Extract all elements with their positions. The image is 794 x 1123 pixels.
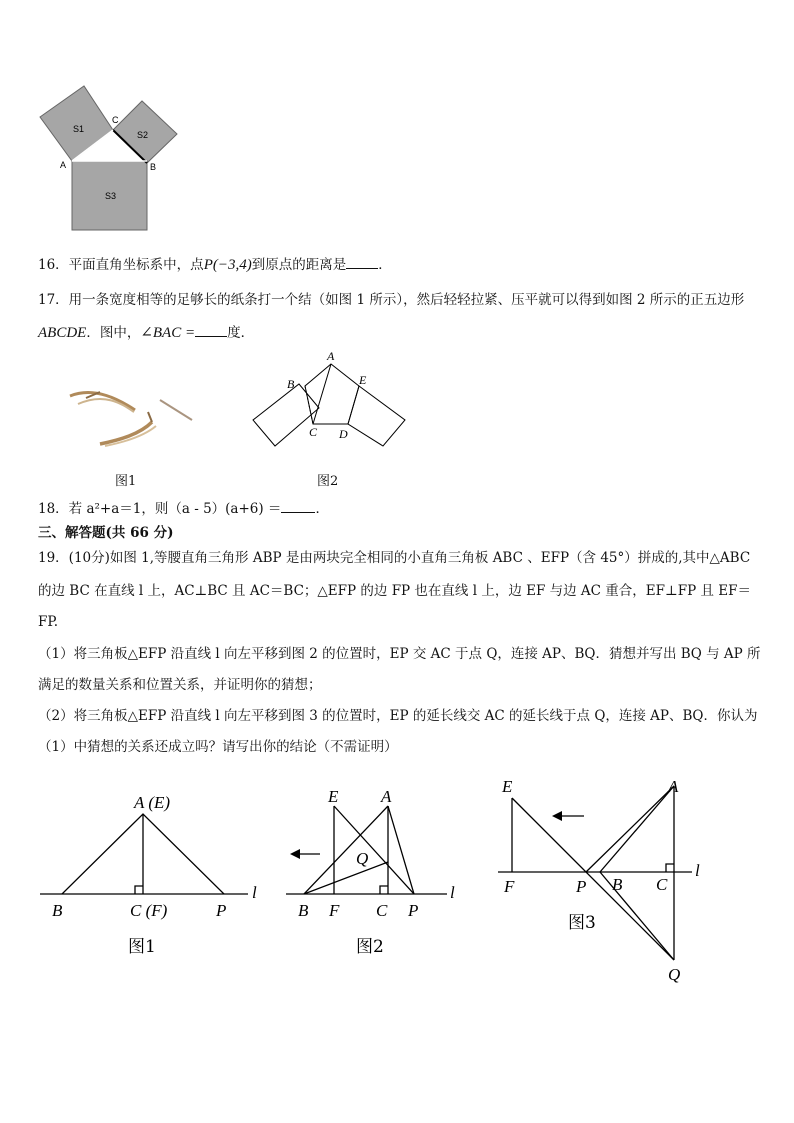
f3-caption: 图3 — [568, 913, 596, 933]
f3-label-q: Q — [668, 965, 681, 984]
f3-label-a: A — [668, 777, 679, 796]
q16-end: ． — [378, 257, 392, 273]
segment-ba — [600, 786, 674, 872]
f2-caption: 图2 — [356, 937, 384, 957]
q17-angle: ∠BAC = — [140, 325, 196, 341]
label-c: C — [112, 115, 119, 125]
fig2-label-e: E — [359, 373, 367, 387]
q18-end: ． — [315, 501, 329, 517]
fig2-label-a: A — [327, 349, 335, 363]
q17-mid: ．图中， — [86, 325, 141, 341]
q19-part1-line-2: 满足的数量关系和位置关系，并证明你的猜想； — [38, 677, 322, 693]
q17-figure-2 — [245, 346, 415, 458]
q19-line-1: 19．(10分)如图 1,等腰直角三角形 ABP 是由两块完全相同的小直角三角板 ABC 、EFP（含 45°）拼成的,其中△ABC — [38, 550, 751, 566]
label-s2: S2 — [137, 130, 149, 140]
f1-caption: 图1 — [128, 937, 156, 957]
fig2-label-b: B — [287, 377, 295, 391]
f2-label-q: Q — [356, 849, 369, 868]
q17-end: 度． — [227, 325, 255, 341]
fig2-label-d: D — [339, 427, 348, 441]
q17-figure-1 — [60, 382, 210, 454]
q17-line-2 — [38, 322, 254, 343]
f2-label-c: C — [376, 901, 388, 920]
right-angle-mark — [380, 886, 388, 894]
q19-figure-1 — [38, 784, 278, 962]
paper-strip-tip — [148, 412, 152, 422]
segment-eq — [512, 798, 674, 960]
f1-label-l: l — [252, 883, 257, 902]
q17-fig1-caption: 图1 — [115, 474, 137, 489]
question-18 — [38, 498, 329, 519]
f3-label-f: F — [504, 877, 515, 896]
segment-pa — [586, 786, 674, 872]
right-angle-mark — [135, 886, 143, 894]
q19-line-2: 的边 BC 在直线 l 上，AC⊥BC 且 AC＝BC；△EFP 的边 FP 也在直线 l 上，边 EF 与边 AC 重合，EF⊥FP 且 EF＝ — [38, 583, 751, 599]
f2-label-p: P — [408, 901, 419, 920]
left-arrow-icon — [290, 849, 300, 859]
q16-suffix: 到原点的距离是 — [251, 257, 347, 273]
q17-answer-blank[interactable] — [195, 322, 227, 337]
label-a: A — [60, 160, 67, 170]
f3-label-b: B — [612, 875, 623, 894]
f2-label-e: E — [328, 787, 339, 806]
segment-ac — [313, 364, 331, 424]
f2-label-b: B — [298, 901, 309, 920]
q17-fig2-caption: 图2 — [317, 474, 339, 489]
right-strip — [348, 386, 405, 446]
f1-label-b: B — [52, 901, 63, 920]
fig2-label-c: C — [309, 425, 318, 439]
f1-label-a: A (E) — [134, 793, 171, 812]
question-16 — [38, 254, 392, 275]
f3-label-l: l — [695, 861, 700, 880]
q19-figure-2 — [284, 784, 474, 962]
q17-pentagon: ABCDE — [38, 325, 87, 341]
label-b: B — [150, 162, 157, 172]
f1-label-p: P — [216, 901, 227, 920]
q19-figure-3 — [496, 772, 716, 986]
q17-line-1: 17．用一条宽度相等的足够长的纸条打一个结（如图 1 所示），然后轻轻拉紧、压平就可以得到如图 2 所示的正五边形 — [38, 292, 745, 308]
q18-answer-blank[interactable] — [281, 498, 315, 513]
f3-label-e: E — [502, 777, 513, 796]
squares-figure — [30, 80, 190, 240]
label-s3: S3 — [105, 191, 117, 201]
q19-part1-line-1: （1）将三角板△EFP 沿直线 l 向左平移到图 2 的位置时，EP 交 AC 于点 Q，连接 AP、BQ．猜想并写出 BQ 与 AP 所 — [38, 646, 761, 662]
segment-bq — [304, 862, 388, 894]
right-angle-mark — [666, 864, 674, 872]
q19-line-3: FP. — [38, 614, 59, 630]
q16-point: P(−3,4) — [203, 257, 252, 273]
f2-label-f: F — [329, 901, 340, 920]
f3-label-p: P — [576, 877, 587, 896]
f2-label-l: l — [450, 883, 455, 902]
f1-label-c: C (F) — [130, 901, 168, 920]
q16-answer-blank[interactable] — [346, 254, 378, 269]
q19-part2-line-1: （2）将三角板△EFP 沿直线 l 向左平移到图 3 的位置时，EP 的延长线交 AC 的延长线于点 Q，连接 AP、BQ．你认为 — [38, 708, 758, 724]
label-s1: S1 — [73, 124, 85, 134]
q16-prefix: 16．平面直角坐标系中，点 — [38, 257, 204, 273]
q19-part2-line-2: （1）中猜想的关系还成立吗？请写出你的结论（不需证明） — [38, 739, 398, 755]
paper-strip-end — [160, 400, 192, 420]
q18-text: 18．若 a²+a＝1，则（a - 5）(a+6) ＝ — [38, 501, 282, 517]
section-3-heading: 三、解答题(共 66 分) — [38, 525, 174, 541]
f2-label-a: A — [381, 787, 392, 806]
f3-label-c: C — [656, 875, 668, 894]
segment-ap — [388, 806, 414, 894]
left-arrow-icon — [552, 811, 562, 821]
